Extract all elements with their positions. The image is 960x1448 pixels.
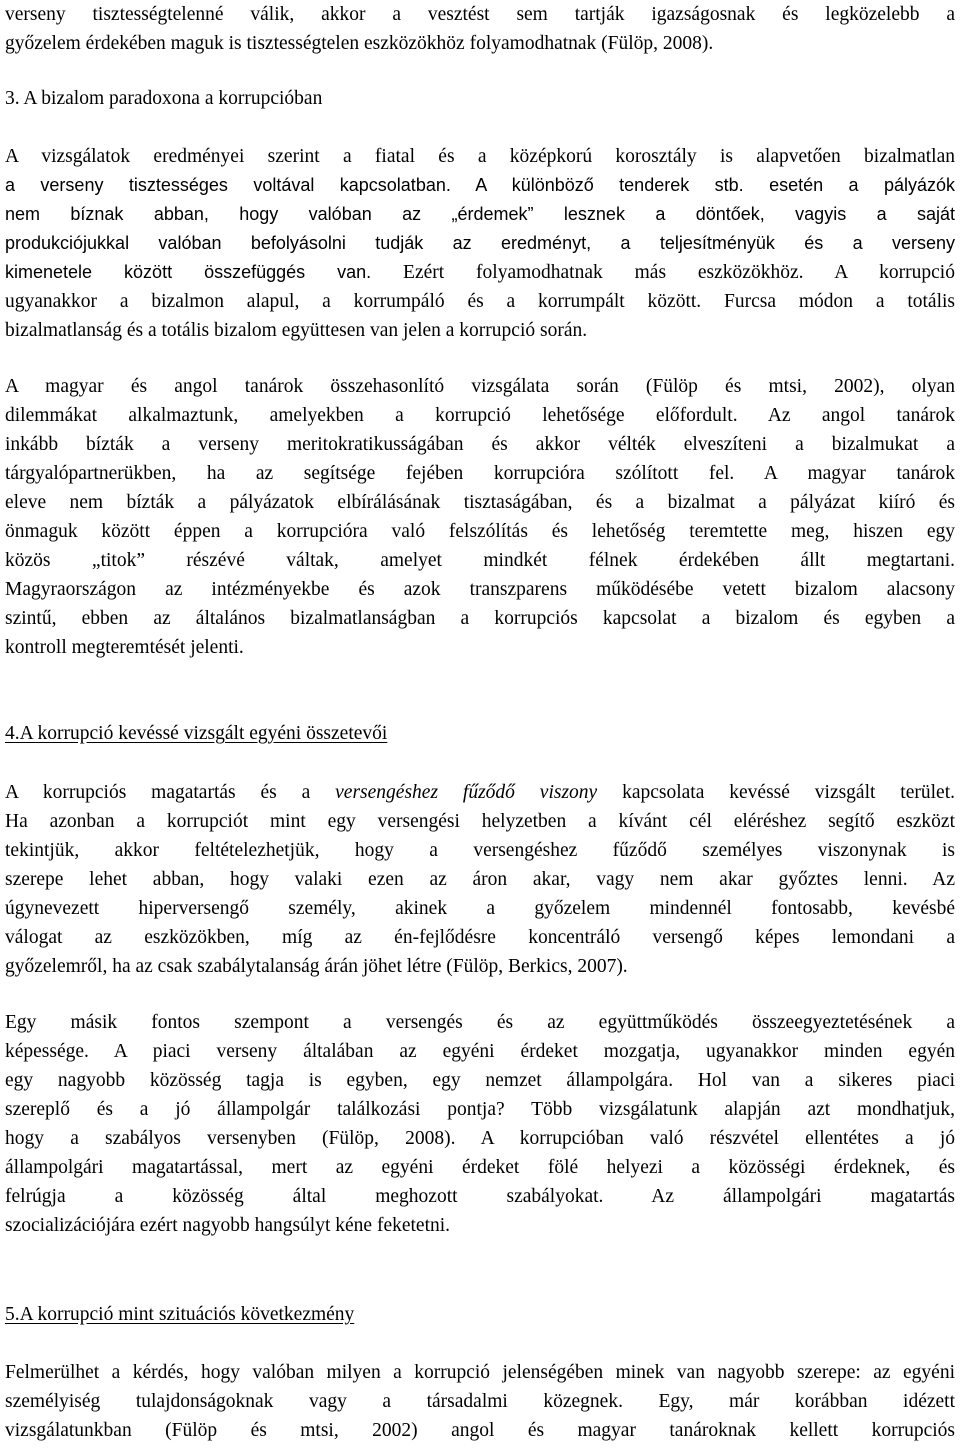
text-line: vizsgálatunkban (Fülöp és mtsi, 2002) angol és magyar tanároknak kellett korrupciós: [5, 1420, 955, 1441]
text-line: eleve nem bízták a pályázatok elbírálásának tisztaságában, és a bizalmat a pályázat kiíró és: [5, 492, 955, 513]
text-line: dilemmákat alkalmaztunk, amelyekben a korrupció lehetősége előfordult. Az angol tanárok: [5, 405, 955, 426]
text-line: szereplő és a jó állampolgár találkozási pontja? Több vizsgálatunk alapján azt mondhatjuk,: [5, 1099, 955, 1120]
text-line: válogat az eszközökben, míg az én-fejlődésre koncentráló versengő képes lemondani a: [5, 927, 955, 948]
section-4-paragraph-1: [5, 778, 955, 981]
text-line: verseny tisztességtelenné válik, akkor a vesztést sem tartják igazságosnak és legközelebb a: [5, 4, 955, 25]
text-line: szerepe lehet abban, hogy valaki ezen az áron akar, vagy nem akar győztes lenni. Az: [5, 869, 955, 890]
text-line: győzelemről, ha az csak szabálytalanság árán jöhet létre (Fülöp, Berkics, 2007).: [5, 956, 628, 977]
section-3-paragraph-2: [5, 372, 955, 662]
text-line: A korrupciós magatartás és a versengéshez fűződő viszony kapcsolata kevéssé vizsgált terület.: [5, 782, 955, 803]
text-line: kontroll megteremtését jelenti.: [5, 637, 244, 658]
text-line: győzelem érdekében maguk is tisztességtelen eszközökhöz folyamodhatnak (Fülöp, 2008).: [5, 33, 714, 54]
text-line: Ha azonban a korrupciót mint egy versengési helyzetben a kívánt cél eléréshez segítő eszközt: [5, 811, 955, 832]
text-line: tárgyalópartnerükben, ha az segítsége fejében korrupcióra szólított fel. A magyar tanárok: [5, 463, 955, 484]
text-line: szocializációjára ezért nagyobb hangsúlyt kéne feketetni.: [5, 1215, 451, 1236]
text-line: tekintjük, akkor feltételezhetjük, hogy a versengéshez fűződő személyes viszonynak is: [5, 840, 955, 861]
section-4-paragraph-2: [5, 1008, 955, 1240]
text-line: állampolgári magatartással, mert az egyéni érdeket fölé helyezi a közösségi érdeknek, és: [5, 1157, 955, 1178]
text-line: hogy a szabályos versenyben (Fülöp, 2008). A korrupcióban való részvétel ellentétes a jó: [5, 1128, 955, 1149]
text-line: közös „titok” részévé váltak, amelyet mindkét félnek érdekében állt megtartani.: [5, 550, 955, 571]
text-line: Egy másik fontos szempont a versengés és az együttműködés összeegyeztetésének a: [5, 1012, 955, 1033]
intro-paragraph: [5, 0, 955, 58]
text-line: produkciójukkal valóban befolyásolni tudják az eredményt, a teljesítményük és a verseny: [5, 233, 955, 253]
text-line: inkább bízták a verseny meritokratikusságában és akkor vélték elveszíteni a bizalmukat a: [5, 434, 955, 455]
text-line: szintű, ebben az általános bizalmatlanságban a korrupciós kapcsolat a bizalom és egyben a: [5, 608, 955, 629]
text-line: a verseny tisztességes voltával kapcsolatban. A különböző tenderek stb. esetén a pályázók: [5, 175, 955, 195]
text-line: kimenetele között összefüggés van. Ezért folyamodhatnak más eszközökhöz. A korrupció: [5, 262, 955, 283]
text-line: A magyar és angol tanárok összehasonlító vizsgálata során (Fülöp és mtsi, 2002), olyan: [5, 376, 955, 397]
text-line: A vizsgálatok eredményei szerint a fiatal és a középkorú korosztály is alapvetően bizalmatlan: [5, 146, 955, 167]
section-4-heading: 4.A korrupció kevéssé vizsgált egyéni összetevői: [5, 723, 388, 744]
section-3-paragraph-1: [5, 142, 955, 345]
text-line: személyiség tulajdonságoknak vagy a társadalmi közegnek. Egy, már korábban idézett: [5, 1391, 955, 1412]
text-line: egy nagyobb közösség tagja is egyben, egy nemzet állampolgára. Hol van a sikeres piaci: [5, 1070, 955, 1091]
text-line: felrúgja a közösség által meghozott szabályokat. Az állampolgári magatartás: [5, 1186, 955, 1207]
text-line: Magyraországon az intézményekbe és azok transzparens működésébe vetett bizalom alacsony: [5, 579, 955, 600]
text-line: bizalmatlanság és a totális bizalom együttesen van jelen a korrupció során.: [5, 320, 588, 341]
text-line: képessége. A piaci verseny általában az egyéni érdeket mozgatja, ugyanakkor minden egyén: [5, 1041, 955, 1062]
text-line: úgynevezett hiperversengő személy, akinek a győzelem mindennél fontosabb, kevésbé: [5, 898, 955, 919]
section-3-heading: 3. A bizalom paradoxona a korrupcióban: [5, 88, 323, 109]
section-5-paragraph-1: [5, 1358, 955, 1445]
section-5-heading: 5.A korrupció mint szituációs következmény: [5, 1304, 355, 1325]
text-line: ugyanakkor a bizalmon alapul, a korrumpáló és a korrumpált között. Furcsa módon a totális: [5, 291, 955, 312]
text-line: nem bíznak abban, hogy valóban az „érdemek” lesznek a döntőek, vagyis a saját: [5, 204, 955, 224]
text-line: önmaguk között éppen a korrupcióra való felszólítás és lehetőség teremtette meg, hiszen egy: [5, 521, 955, 542]
text-line: Felmerülhet a kérdés, hogy valóban milyen a korrupció jelenségében minek van nagyobb szerepe: az egyéni: [5, 1362, 955, 1383]
